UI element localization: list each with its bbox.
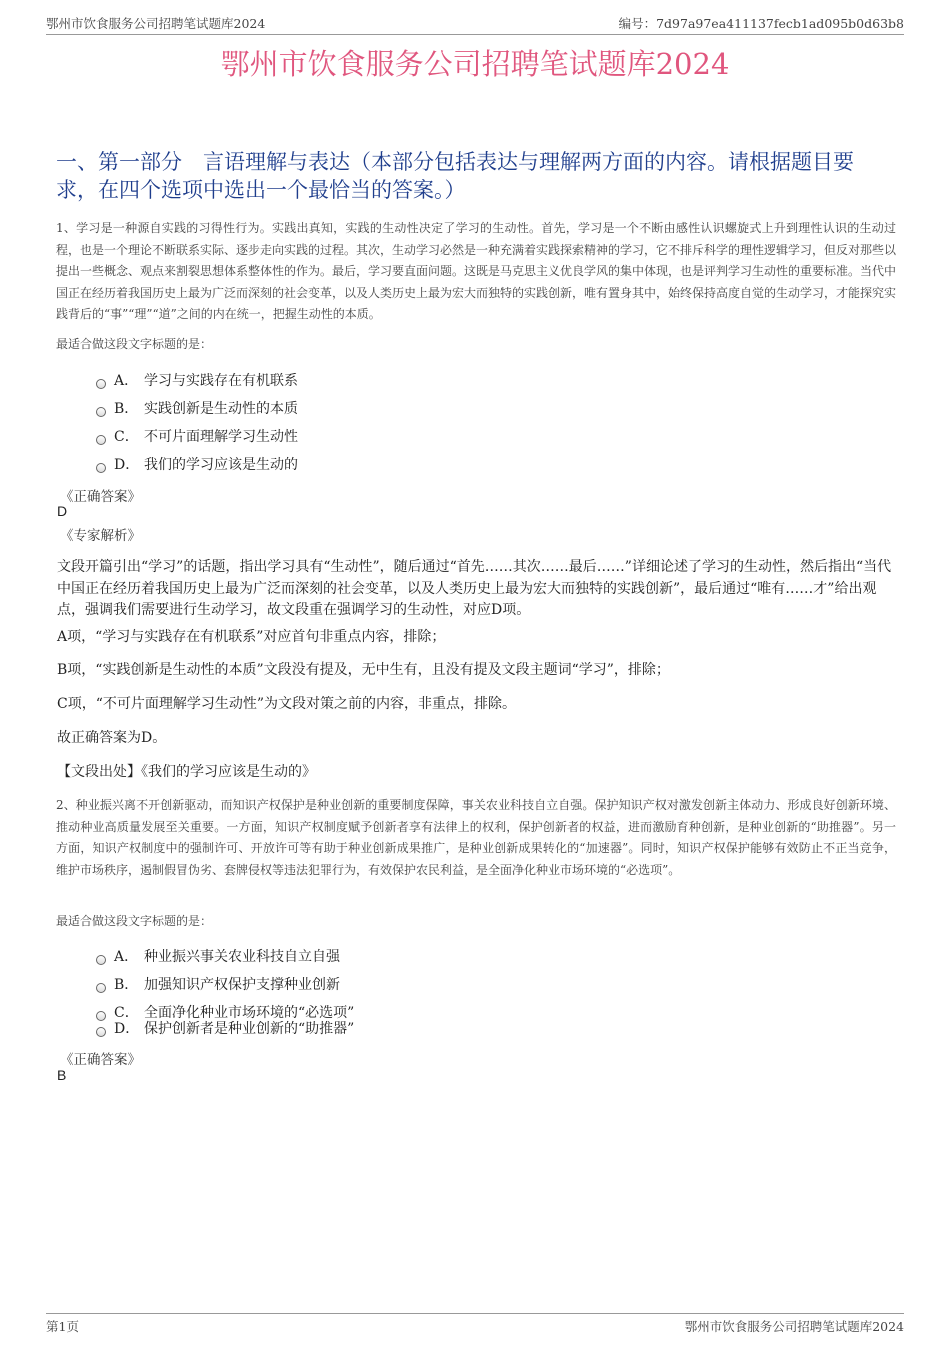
radio-icon[interactable] [96,463,106,473]
page-title: 鄂州市饮食服务公司招聘笔试题库2024 [220,47,730,81]
section-heading: 一、第一部分 言语理解与表达（本部分包括表达与理解两方面的内容。请根据题目要求，在四个选项中选出一个最恰当的答案。） [56,150,854,202]
analysis-source: 【文段出处】《我们的学习应该是生动的》 [57,764,316,780]
page-header [46,14,904,35]
question-1-analysis-label: 《专家解析》 [60,528,141,544]
header-doc-title: 鄂州市饮食服务公司招聘笔试题库2024 [46,16,266,31]
question-1-option-a[interactable]: A． 学习与实践存在有机联系 [96,370,298,390]
question-1-answer-label: 《正确答案》 [60,489,141,505]
radio-icon[interactable] [96,379,106,389]
question-1-answer: D [57,503,68,519]
radio-icon[interactable] [96,983,106,993]
analysis-paragraph: 文段开篇引出“学习”的话题，指出学习具有“生动性”，随后通过“首先……其次……最后……”详细论述了学习的生动性，然后指出“当代中国正在经历着我国历史上最为广泛而深刻的社会变革，以及人类历史上最为宏大而独特的实践创新”，最后通过“唯有……才”给出观点，强调我们需要进行生动学习，故文段重在强调学习的生动性，对应D项。 [57,559,892,618]
question-2-option-c[interactable]: C． 全面净化种业市场环境的“必选项” [96,1002,354,1022]
question-1-option-c[interactable]: C． 不可片面理解学习生动性 [96,426,298,446]
radio-icon[interactable] [96,407,106,417]
radio-icon[interactable] [96,435,106,445]
header-doc-id: 编号：7d97a97ea411137fecb1ad095b0d63b8 [618,16,904,31]
footer-doc-title: 鄂州市饮食服务公司招聘笔试题库2024 [684,1319,904,1334]
question-2-option-b[interactable]: B． 加强知识产权保护支撑种业创新 [96,974,340,994]
question-1-prompt: 最适合做这段文字标题的是： [56,337,213,351]
radio-icon[interactable] [96,955,106,965]
question-1-option-b[interactable]: B． 实践创新是生动性的本质 [96,398,298,418]
question-2-prompt: 最适合做这段文字标题的是： [56,914,213,928]
question-2-answer: B [57,1067,67,1083]
page-number: 第1页 [46,1319,79,1334]
page-footer [46,1313,904,1336]
radio-icon[interactable] [96,1027,106,1037]
question-1-text: 1、学习是一种源自实践的习得性行为。实践出真知，实践的生动性决定了学习的生动性。首先，学习是一个不断由感性认识螺旋式上升到理性认识的生动过程，也是一个理论不断联系实际、逐步走向实践的过程。其次，生动学习必然是一种充满着实践探索精神的学习，它不排斥科学的理性逻辑学习，但反对那些以提出一些概念、观点来割裂思想体系整体性的作为。最后，学习要直面问题。这既是马克思主义优良学风的集中体现，也是评判学习生动性的重要标准。当代中国正在经历着我国历史上最为广泛而深刻的社会变革，以及人类历史上最为宏大而独特的实践创新，唯有置身其中，始终保持高度自觉的生动学习，才能探究实践背后的“事”“理”“道”之间的内在统一，把握生动性的本质。 [56,221,897,321]
question-2-option-a[interactable]: A． 种业振兴事关农业科技自立自强 [96,946,340,966]
question-2-text: 2、种业振兴离不开创新驱动，而知识产权保护是种业创新的重要制度保障，事关农业科技自立自强。保护知识产权对激发创新主体动力、形成良好创新环境、推动种业高质量发展至关重要。一方面，知识产权制度赋予创新者享有法律上的权利，保护创新者的权益，进而激励育种创新，是种业创新的“助推器”。另一方面，知识产权制度中的强制许可、开放许可等有助于种业创新成果推广，是种业创新成果转化的“加速器”。同时，知识产权保护能够有效防止不正当竞争，维护市场秩序，遏制假冒伪劣、套牌侵权等违法犯罪行为，有效保护农民利益，是全面净化种业市场环境的“必选项”。 [56,798,896,877]
analysis-option-a: A项，“学习与实践存在有机联系”对应首句非重点内容，排除； [57,629,446,645]
analysis-conclusion: 故正确答案为D。 [57,730,167,746]
question-2-option-d[interactable]: D． 保护创新者是种业创新的“助推器” [96,1018,354,1038]
analysis-option-b: B项，“实践创新是生动性的本质”文段没有提及，无中生有，且没有提及文段主题词“学习”，排除； [57,662,670,678]
analysis-option-c: C项，“不可片面理解学习生动性”为文段对策之前的内容，非重点，排除。 [57,696,517,712]
question-2-answer-label: 《正确答案》 [60,1052,141,1068]
question-1-option-d[interactable]: D． 我们的学习应该是生动的 [96,454,298,474]
